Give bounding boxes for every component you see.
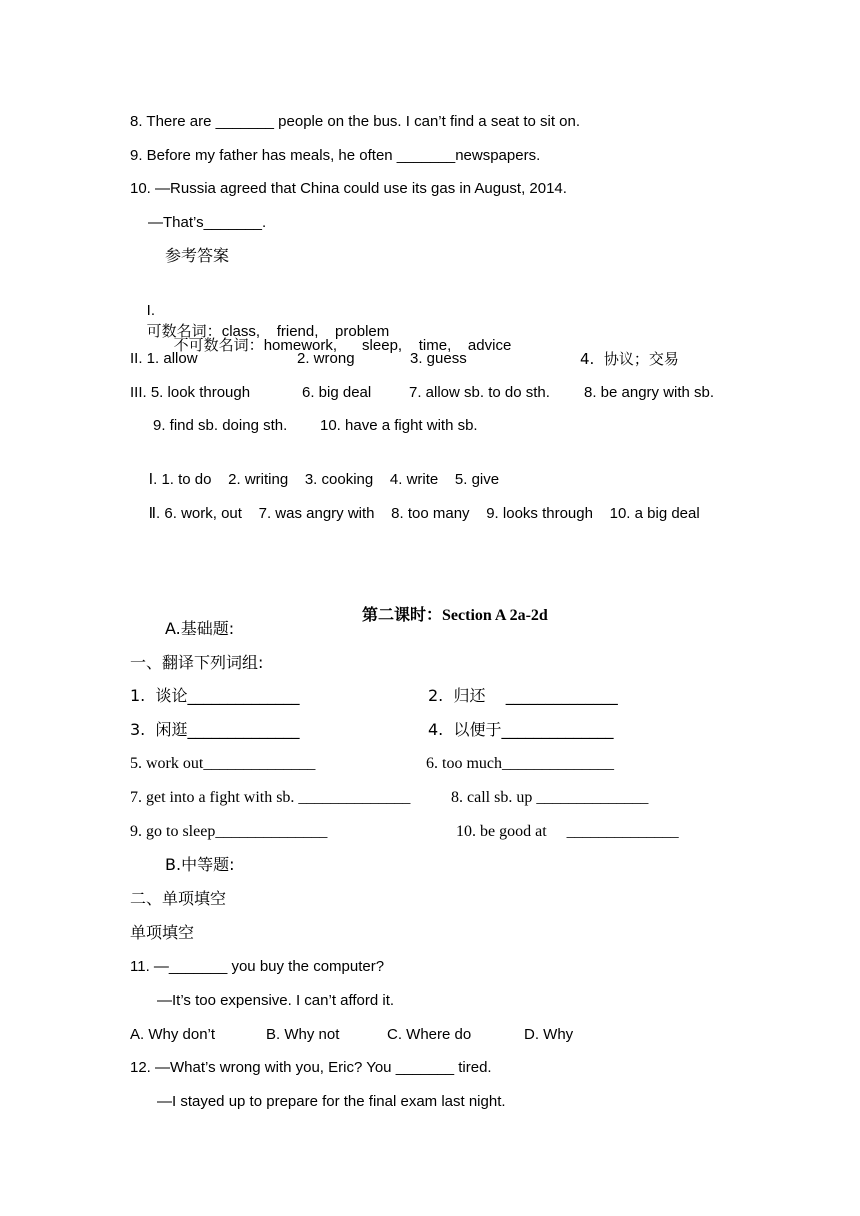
roman-II-label: Ⅱ. xyxy=(148,505,161,522)
sub-heading: 单项填空 xyxy=(130,923,195,942)
question-12: 12. —What’s wrong with you, Eric? You _______ tired. xyxy=(130,1059,492,1076)
translate-item-7: 7. get into a fight with sb. ______________ xyxy=(130,789,411,806)
translate-item-2: 2. 归还 ______________ xyxy=(428,686,618,705)
answer-roman-II xyxy=(132,484,700,522)
translate-item-10: 10. be good at ______________ xyxy=(456,823,679,840)
lesson-title-cn: 第二课时： xyxy=(362,605,443,624)
answers-heading: 参考答案 xyxy=(165,246,230,265)
roman-I-items: 1. to do 2. writing 3. cooking 4. write 5. give xyxy=(161,471,500,488)
lesson-title xyxy=(346,585,548,624)
answer-II-3: 3. guess xyxy=(410,350,467,367)
question-12-reply: —I stayed up to prepare for the final exam last night. xyxy=(157,1093,506,1110)
answer-I-uncountable xyxy=(157,315,512,354)
question-10: 10. —Russia agreed that China could use its gas in August, 2014. xyxy=(130,180,567,197)
translate-item-6: 6. too much______________ xyxy=(426,755,614,772)
uncountable-label: 不可数名词： xyxy=(173,336,264,354)
answer-III-7: 7. allow sb. to do sth. xyxy=(409,384,550,401)
translate-item-5: 5. work out______________ xyxy=(130,755,316,772)
option-d: D. Why xyxy=(524,1026,574,1043)
uncountable-words: homework, sleep, time, advice xyxy=(263,337,512,354)
question-11-reply: —It’s too expensive. I can’t afford it. xyxy=(157,992,395,1009)
translate-item-8: 8. call sb. up ______________ xyxy=(451,789,649,806)
question-11: 11. —_______ you buy the computer? xyxy=(130,958,385,975)
answer-III-5: III. 5. look through xyxy=(130,384,251,401)
roman-I-label: Ⅰ. xyxy=(148,471,158,488)
translate-item-4: 4. 以便于______________ xyxy=(428,720,614,739)
level-a-heading: A.基础题: xyxy=(165,619,235,638)
answer-II-1: II. 1. allow xyxy=(130,350,198,367)
answer-roman-I xyxy=(132,450,500,488)
option-b: B. Why not xyxy=(266,1026,340,1043)
question-8: 8. There are _______ people on the bus. I can’t find a seat to sit on. xyxy=(130,113,581,130)
roman-II-items: 6. work, out 7. was angry with 8. too many 9. looks through 10. a big deal xyxy=(164,505,700,522)
section-1-heading: 一、翻译下列词组: xyxy=(130,653,264,672)
option-a: A. Why don’t xyxy=(130,1026,216,1043)
translate-item-9: 9. go to sleep______________ xyxy=(130,823,328,840)
lesson-title-en: Section A 2a-2d xyxy=(442,607,548,624)
translate-item-1: 1. 谈论______________ xyxy=(130,686,300,705)
question-10-reply: —That’s_______. xyxy=(148,214,267,231)
answer-II-4: 4. 协议；交易 xyxy=(580,350,679,368)
answer-I-countable xyxy=(130,281,390,340)
answer-II-2: 2. wrong xyxy=(297,350,355,367)
section-2-heading: 二、单项填空 xyxy=(130,889,227,908)
answer-III-6: 6. big deal xyxy=(302,384,372,401)
answer-III-8: 8. be angry with sb. xyxy=(584,384,715,401)
option-c: C. Where do xyxy=(387,1026,472,1043)
answer-III-10: 10. have a fight with sb. xyxy=(320,417,478,434)
translate-item-3: 3. 闲逛______________ xyxy=(130,720,300,739)
countable-label: 可数名词： xyxy=(146,322,222,340)
answer-III-9: 9. find sb. doing sth. xyxy=(153,417,288,434)
countable-words: class, friend, problem xyxy=(221,323,390,340)
question-9: 9. Before my father has meals, he often _______newspapers. xyxy=(130,147,541,164)
level-b-heading: B.中等题: xyxy=(165,855,235,874)
answer-I-label: I. xyxy=(146,302,156,319)
